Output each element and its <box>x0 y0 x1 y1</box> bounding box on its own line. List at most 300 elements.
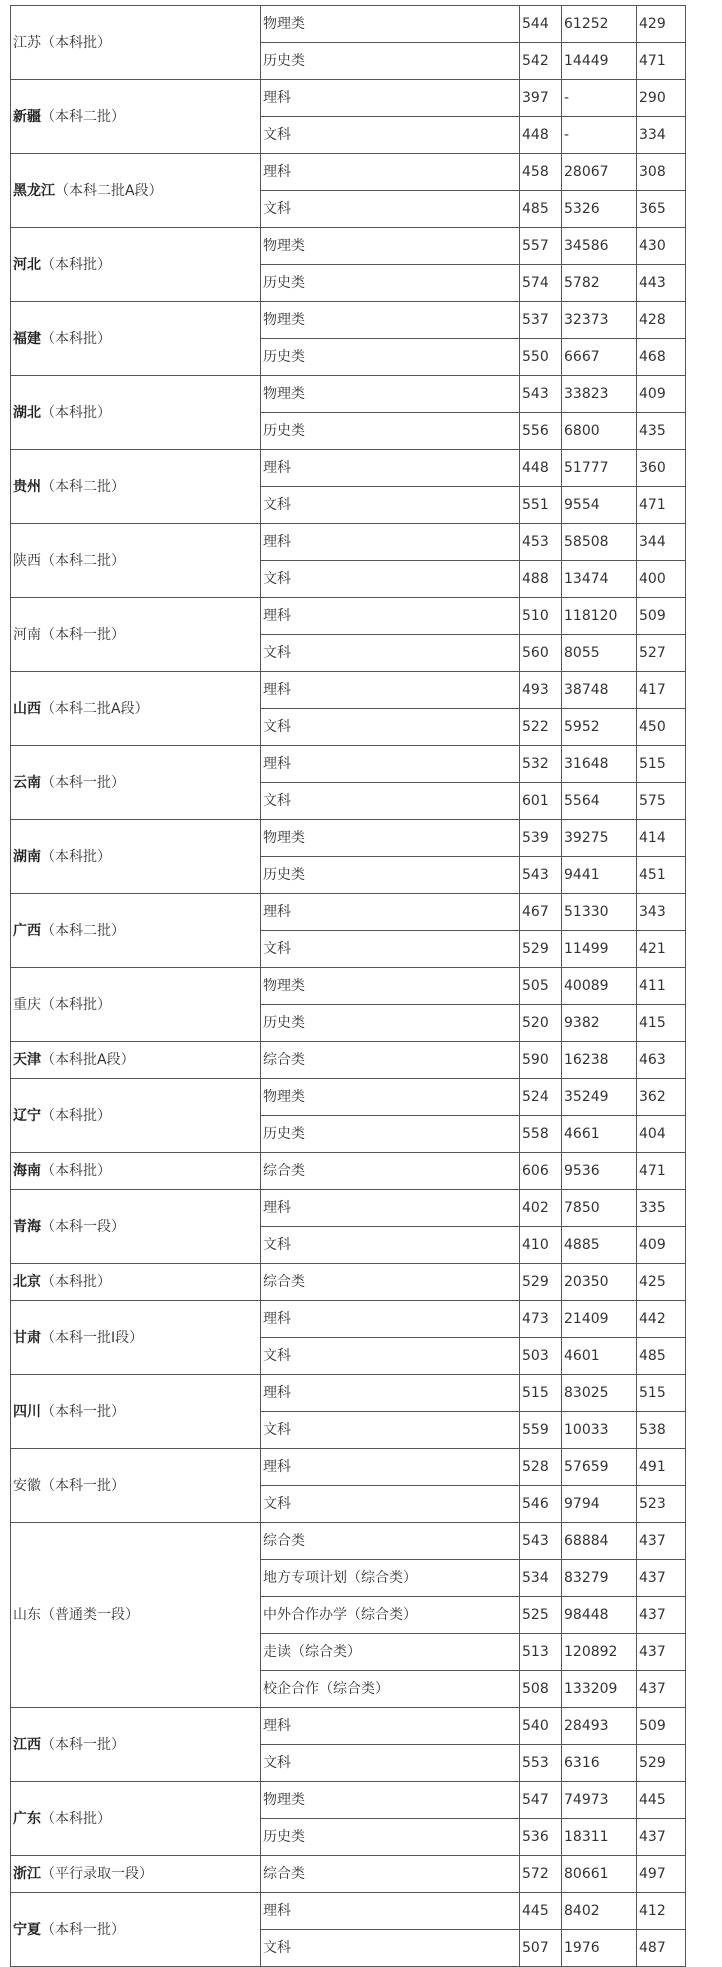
control-line-cell: 290 <box>637 80 686 117</box>
min-rank-cell: 9554 <box>562 487 637 524</box>
min-score-cell: 473 <box>520 1301 562 1338</box>
control-line-cell: 515 <box>637 746 686 783</box>
subject-type-cell: 综合类 <box>261 1856 520 1893</box>
province-name: 重庆 <box>13 996 41 1013</box>
subject-type-cell: 地方专项计划（综合类） <box>261 1560 520 1597</box>
control-line-cell: 425 <box>637 1264 686 1301</box>
admission-batch: （普通类一段） <box>41 1607 139 1623</box>
min-rank-cell: 5782 <box>562 265 637 302</box>
province-name: 江苏 <box>13 34 41 51</box>
subject-type-cell: 文科 <box>261 1930 520 1967</box>
subject-type-cell: 历史类 <box>261 413 520 450</box>
subject-type-cell: 文科 <box>261 1227 520 1264</box>
min-rank-cell: 13474 <box>562 561 637 598</box>
min-rank-cell: 40089 <box>562 968 637 1005</box>
province-name: 山东 <box>13 1607 41 1623</box>
min-score-cell: 540 <box>520 1708 562 1745</box>
min-rank-cell: 1976 <box>562 1930 637 1967</box>
control-line-cell: 417 <box>637 672 686 709</box>
control-line-cell: 471 <box>637 487 686 524</box>
subject-type-cell: 文科 <box>261 1412 520 1449</box>
admission-batch: （本科二批） <box>41 478 125 495</box>
min-rank-cell: 58508 <box>562 524 637 561</box>
subject-type-cell: 校企合作（综合类） <box>261 1671 520 1708</box>
subject-type-cell: 历史类 <box>261 265 520 302</box>
control-line-cell: 421 <box>637 931 686 968</box>
min-score-cell: 529 <box>520 1264 562 1301</box>
province-cell <box>11 302 261 376</box>
province-cell <box>11 1708 261 1782</box>
control-line-cell: 468 <box>637 339 686 376</box>
min-rank-cell: 6800 <box>562 413 637 450</box>
control-line-cell: 362 <box>637 1079 686 1116</box>
admission-batch: （本科批） <box>41 1274 111 1290</box>
admission-batch: （本科批） <box>41 848 111 865</box>
control-line-cell: 404 <box>637 1116 686 1153</box>
min-score-cell: 525 <box>520 1597 562 1634</box>
province-cell <box>11 154 261 228</box>
table-row <box>11 1856 686 1893</box>
control-line-cell: 414 <box>637 820 686 857</box>
min-score-cell: 524 <box>520 1079 562 1116</box>
table-row <box>11 524 686 561</box>
admission-batch: （本科批） <box>41 34 111 51</box>
subject-type-cell: 理科 <box>261 1190 520 1227</box>
min-rank-cell: 8055 <box>562 635 637 672</box>
min-score-cell: 543 <box>520 857 562 894</box>
min-rank-cell: 28493 <box>562 1708 637 1745</box>
admission-batch: （本科一批I段） <box>41 1329 144 1346</box>
admission-batch: （本科批） <box>41 1107 111 1124</box>
min-score-cell: 590 <box>520 1042 562 1079</box>
min-score-cell: 513 <box>520 1634 562 1671</box>
min-rank-cell: 5326 <box>562 191 637 228</box>
min-score-cell: 559 <box>520 1412 562 1449</box>
min-rank-cell: 5564 <box>562 783 637 820</box>
min-score-cell: 493 <box>520 672 562 709</box>
control-line-cell: 450 <box>637 709 686 746</box>
min-rank-cell: 34586 <box>562 228 637 265</box>
min-score-cell: 410 <box>520 1227 562 1264</box>
min-rank-cell: 51330 <box>562 894 637 931</box>
control-line-cell: 437 <box>637 1597 686 1634</box>
subject-type-cell: 文科 <box>261 487 520 524</box>
control-line-cell: 437 <box>637 1523 686 1560</box>
min-rank-cell: 21409 <box>562 1301 637 1338</box>
subject-type-cell: 物理类 <box>261 1079 520 1116</box>
score-table-body <box>11 6 686 1967</box>
control-line-cell: 400 <box>637 561 686 598</box>
table-row <box>11 154 686 191</box>
subject-type-cell: 综合类 <box>261 1264 520 1301</box>
min-score-cell: 560 <box>520 635 562 672</box>
control-line-cell: 443 <box>637 265 686 302</box>
province-name: 新疆 <box>13 108 41 125</box>
table-row <box>11 1153 686 1190</box>
min-rank-cell: 38748 <box>562 672 637 709</box>
min-rank-cell: 11499 <box>562 931 637 968</box>
min-rank-cell: 4885 <box>562 1227 637 1264</box>
subject-type-cell: 文科 <box>261 1486 520 1523</box>
province-name: 青海 <box>13 1218 41 1235</box>
control-line-cell: 523 <box>637 1486 686 1523</box>
subject-type-cell: 物理类 <box>261 820 520 857</box>
min-score-cell: 606 <box>520 1153 562 1190</box>
control-line-cell: 365 <box>637 191 686 228</box>
min-rank-cell: 8402 <box>562 1893 637 1930</box>
min-rank-cell: 18311 <box>562 1819 637 1856</box>
control-line-cell: 509 <box>637 1708 686 1745</box>
min-score-cell: 488 <box>520 561 562 598</box>
subject-type-cell: 理科 <box>261 672 520 709</box>
control-line-cell: 463 <box>637 1042 686 1079</box>
subject-type-cell: 物理类 <box>261 968 520 1005</box>
min-rank-cell: 16238 <box>562 1042 637 1079</box>
control-line-cell: 471 <box>637 1153 686 1190</box>
province-cell <box>11 1264 261 1301</box>
subject-type-cell: 物理类 <box>261 376 520 413</box>
control-line-cell: 515 <box>637 1375 686 1412</box>
min-score-cell: 505 <box>520 968 562 1005</box>
min-score-cell: 448 <box>520 450 562 487</box>
province-cell <box>11 1449 261 1523</box>
subject-type-cell: 理科 <box>261 1301 520 1338</box>
min-rank-cell: 39275 <box>562 820 637 857</box>
table-row <box>11 228 686 265</box>
control-line-cell: 437 <box>637 1560 686 1597</box>
min-rank-cell: 14449 <box>562 43 637 80</box>
table-row <box>11 1264 686 1301</box>
province-cell <box>11 376 261 450</box>
control-line-cell: 360 <box>637 450 686 487</box>
province-name: 甘肃 <box>13 1329 41 1346</box>
subject-type-cell: 综合类 <box>261 1153 520 1190</box>
subject-type-cell: 物理类 <box>261 1782 520 1819</box>
control-line-cell: 435 <box>637 413 686 450</box>
control-line-cell: 485 <box>637 1338 686 1375</box>
min-rank-cell: 5952 <box>562 709 637 746</box>
province-cell <box>11 894 261 968</box>
control-line-cell: 430 <box>637 228 686 265</box>
province-name: 广西 <box>13 922 41 939</box>
control-line-cell: 575 <box>637 783 686 820</box>
province-cell <box>11 80 261 154</box>
admission-batch: （本科一批） <box>41 626 125 643</box>
province-cell <box>11 1856 261 1893</box>
control-line-cell: 451 <box>637 857 686 894</box>
subject-type-cell: 理科 <box>261 524 520 561</box>
province-cell <box>11 746 261 820</box>
subject-type-cell: 文科 <box>261 117 520 154</box>
control-line-cell: 437 <box>637 1819 686 1856</box>
min-rank-cell: 9794 <box>562 1486 637 1523</box>
subject-type-cell: 历史类 <box>261 43 520 80</box>
subject-type-cell: 物理类 <box>261 302 520 339</box>
province-cell <box>11 6 261 80</box>
subject-type-cell: 走读（综合类） <box>261 1634 520 1671</box>
province-cell <box>11 1782 261 1856</box>
min-score-cell: 528 <box>520 1449 562 1486</box>
min-rank-cell: 83279 <box>562 1560 637 1597</box>
table-row <box>11 376 686 413</box>
min-score-cell: 556 <box>520 413 562 450</box>
subject-type-cell: 物理类 <box>261 6 520 43</box>
subject-type-cell: 综合类 <box>261 1523 520 1560</box>
province-name: 陕西 <box>13 552 41 569</box>
province-cell <box>11 450 261 524</box>
min-score-cell: 534 <box>520 1560 562 1597</box>
table-row <box>11 80 686 117</box>
control-line-cell: 335 <box>637 1190 686 1227</box>
control-line-cell: 429 <box>637 6 686 43</box>
control-line-cell: 412 <box>637 1893 686 1930</box>
subject-type-cell: 中外合作办学（综合类） <box>261 1597 520 1634</box>
province-name: 湖北 <box>13 404 41 421</box>
province-name: 广东 <box>13 1810 41 1827</box>
min-rank-cell: 20350 <box>562 1264 637 1301</box>
min-rank-cell: 6667 <box>562 339 637 376</box>
admission-batch: （本科一批） <box>41 1736 125 1753</box>
min-score-cell: 510 <box>520 598 562 635</box>
table-row <box>11 746 686 783</box>
control-line-cell: 334 <box>637 117 686 154</box>
control-line-cell: 344 <box>637 524 686 561</box>
control-line-cell: 445 <box>637 1782 686 1819</box>
admission-batch: （本科批） <box>41 330 111 347</box>
min-rank-cell: 28067 <box>562 154 637 191</box>
province-cell <box>11 1375 261 1449</box>
table-row <box>11 1042 686 1079</box>
min-score-cell: 520 <box>520 1005 562 1042</box>
table-row <box>11 820 686 857</box>
table-row <box>11 1449 686 1486</box>
control-line-cell: 527 <box>637 635 686 672</box>
min-rank-cell: 9382 <box>562 1005 637 1042</box>
control-line-cell: 409 <box>637 376 686 413</box>
province-name: 辽宁 <box>13 1107 41 1124</box>
admission-batch: （本科二批） <box>41 108 125 125</box>
admission-batch: （平行录取一段） <box>41 1866 153 1882</box>
min-rank-cell: - <box>562 80 637 117</box>
min-score-cell: 485 <box>520 191 562 228</box>
province-name: 北京 <box>13 1274 41 1290</box>
min-score-cell: 402 <box>520 1190 562 1227</box>
admission-batch: （本科一批） <box>41 1477 125 1494</box>
min-score-cell: 397 <box>520 80 562 117</box>
min-score-cell: 515 <box>520 1375 562 1412</box>
min-score-cell: 542 <box>520 43 562 80</box>
min-score-cell: 550 <box>520 339 562 376</box>
min-score-cell: 522 <box>520 709 562 746</box>
min-rank-cell: 33823 <box>562 376 637 413</box>
min-rank-cell: 9536 <box>562 1153 637 1190</box>
min-score-cell: 508 <box>520 1671 562 1708</box>
min-score-cell: 557 <box>520 228 562 265</box>
control-line-cell: 538 <box>637 1412 686 1449</box>
min-score-cell: 529 <box>520 931 562 968</box>
min-score-cell: 601 <box>520 783 562 820</box>
min-score-cell: 543 <box>520 376 562 413</box>
subject-type-cell: 文科 <box>261 191 520 228</box>
min-rank-cell: 98448 <box>562 1597 637 1634</box>
control-line-cell: 409 <box>637 1227 686 1264</box>
min-score-cell: 572 <box>520 1856 562 1893</box>
table-row <box>11 1782 686 1819</box>
control-line-cell: 437 <box>637 1671 686 1708</box>
table-row <box>11 450 686 487</box>
min-score-cell: 543 <box>520 1523 562 1560</box>
control-line-cell: 442 <box>637 1301 686 1338</box>
admission-batch: （本科批） <box>41 404 111 421</box>
min-score-cell: 503 <box>520 1338 562 1375</box>
min-rank-cell: 51777 <box>562 450 637 487</box>
control-line-cell: 415 <box>637 1005 686 1042</box>
admission-batch: （本科批） <box>41 256 111 273</box>
subject-type-cell: 历史类 <box>261 1819 520 1856</box>
province-cell <box>11 1153 261 1190</box>
table-row <box>11 6 686 43</box>
min-score-cell: 544 <box>520 6 562 43</box>
control-line-cell: 437 <box>637 1634 686 1671</box>
admission-batch: （本科一批） <box>41 774 125 791</box>
subject-type-cell: 理科 <box>261 746 520 783</box>
min-rank-cell: 9441 <box>562 857 637 894</box>
admission-batch: （本科一段） <box>41 1218 125 1235</box>
min-rank-cell: - <box>562 117 637 154</box>
min-score-cell: 507 <box>520 1930 562 1967</box>
province-cell <box>11 1301 261 1375</box>
subject-type-cell: 理科 <box>261 1449 520 1486</box>
province-cell <box>11 1893 261 1967</box>
min-score-cell: 458 <box>520 154 562 191</box>
province-name: 河北 <box>13 256 41 273</box>
min-rank-cell: 80661 <box>562 1856 637 1893</box>
control-line-cell: 343 <box>637 894 686 931</box>
province-cell <box>11 524 261 598</box>
table-row <box>11 672 686 709</box>
min-score-cell: 558 <box>520 1116 562 1153</box>
admission-score-table <box>10 5 686 1967</box>
min-rank-cell: 57659 <box>562 1449 637 1486</box>
table-row <box>11 894 686 931</box>
province-name: 福建 <box>13 330 41 347</box>
min-rank-cell: 6316 <box>562 1745 637 1782</box>
admission-batch: （本科二批） <box>41 552 125 569</box>
min-rank-cell: 133209 <box>562 1671 637 1708</box>
subject-type-cell: 文科 <box>261 635 520 672</box>
min-rank-cell: 35249 <box>562 1079 637 1116</box>
subject-type-cell: 理科 <box>261 1708 520 1745</box>
province-cell <box>11 598 261 672</box>
min-rank-cell: 61252 <box>562 6 637 43</box>
min-score-cell: 537 <box>520 302 562 339</box>
province-name: 海南 <box>13 1163 41 1179</box>
province-name: 云南 <box>13 774 41 791</box>
control-line-cell: 411 <box>637 968 686 1005</box>
min-score-cell: 448 <box>520 117 562 154</box>
min-score-cell: 453 <box>520 524 562 561</box>
province-name: 天津 <box>13 1052 41 1068</box>
admission-batch: （本科二批A段） <box>41 700 149 717</box>
province-cell <box>11 1523 261 1708</box>
subject-type-cell: 历史类 <box>261 1116 520 1153</box>
control-line-cell: 497 <box>637 1856 686 1893</box>
min-score-cell: 536 <box>520 1819 562 1856</box>
table-row <box>11 302 686 339</box>
subject-type-cell: 物理类 <box>261 228 520 265</box>
province-cell <box>11 672 261 746</box>
min-rank-cell: 83025 <box>562 1375 637 1412</box>
table-row <box>11 598 686 635</box>
admission-batch: （本科批） <box>41 996 111 1013</box>
min-rank-cell: 118120 <box>562 598 637 635</box>
province-name: 湖南 <box>13 848 41 865</box>
admission-batch: （本科二批） <box>41 922 125 939</box>
subject-type-cell: 文科 <box>261 931 520 968</box>
table-row <box>11 1079 686 1116</box>
subject-type-cell: 理科 <box>261 894 520 931</box>
control-line-cell: 487 <box>637 1930 686 1967</box>
province-cell <box>11 1042 261 1079</box>
subject-type-cell: 历史类 <box>261 1005 520 1042</box>
province-cell <box>11 228 261 302</box>
province-name: 河南 <box>13 626 41 643</box>
subject-type-cell: 理科 <box>261 450 520 487</box>
control-line-cell: 308 <box>637 154 686 191</box>
admission-batch: （本科批A段） <box>41 1052 135 1068</box>
table-row <box>11 1375 686 1412</box>
min-rank-cell: 120892 <box>562 1634 637 1671</box>
min-score-cell: 539 <box>520 820 562 857</box>
table-row <box>11 1190 686 1227</box>
subject-type-cell: 历史类 <box>261 339 520 376</box>
min-rank-cell: 68884 <box>562 1523 637 1560</box>
min-rank-cell: 10033 <box>562 1412 637 1449</box>
min-rank-cell: 74973 <box>562 1782 637 1819</box>
admission-batch: （本科批） <box>41 1163 111 1179</box>
province-name: 江西 <box>13 1736 41 1753</box>
province-name: 山西 <box>13 700 41 717</box>
table-row <box>11 1708 686 1745</box>
min-score-cell: 445 <box>520 1893 562 1930</box>
control-line-cell: 471 <box>637 43 686 80</box>
table-row <box>11 968 686 1005</box>
subject-type-cell: 文科 <box>261 1745 520 1782</box>
admission-batch: （本科一批） <box>41 1403 125 1420</box>
min-rank-cell: 32373 <box>562 302 637 339</box>
min-score-cell: 532 <box>520 746 562 783</box>
subject-type-cell: 文科 <box>261 709 520 746</box>
min-score-cell: 553 <box>520 1745 562 1782</box>
province-name: 浙江 <box>13 1866 41 1882</box>
min-score-cell: 574 <box>520 265 562 302</box>
province-cell <box>11 1079 261 1153</box>
subject-type-cell: 文科 <box>261 1338 520 1375</box>
subject-type-cell: 历史类 <box>261 857 520 894</box>
subject-type-cell: 理科 <box>261 598 520 635</box>
min-score-cell: 467 <box>520 894 562 931</box>
province-cell <box>11 1190 261 1264</box>
province-name: 安徽 <box>13 1477 41 1494</box>
province-cell <box>11 820 261 894</box>
min-rank-cell: 4661 <box>562 1116 637 1153</box>
province-name: 四川 <box>13 1403 41 1420</box>
table-row <box>11 1893 686 1930</box>
control-line-cell: 529 <box>637 1745 686 1782</box>
subject-type-cell: 综合类 <box>261 1042 520 1079</box>
min-rank-cell: 7850 <box>562 1190 637 1227</box>
admission-batch: （本科一批） <box>41 1921 125 1938</box>
